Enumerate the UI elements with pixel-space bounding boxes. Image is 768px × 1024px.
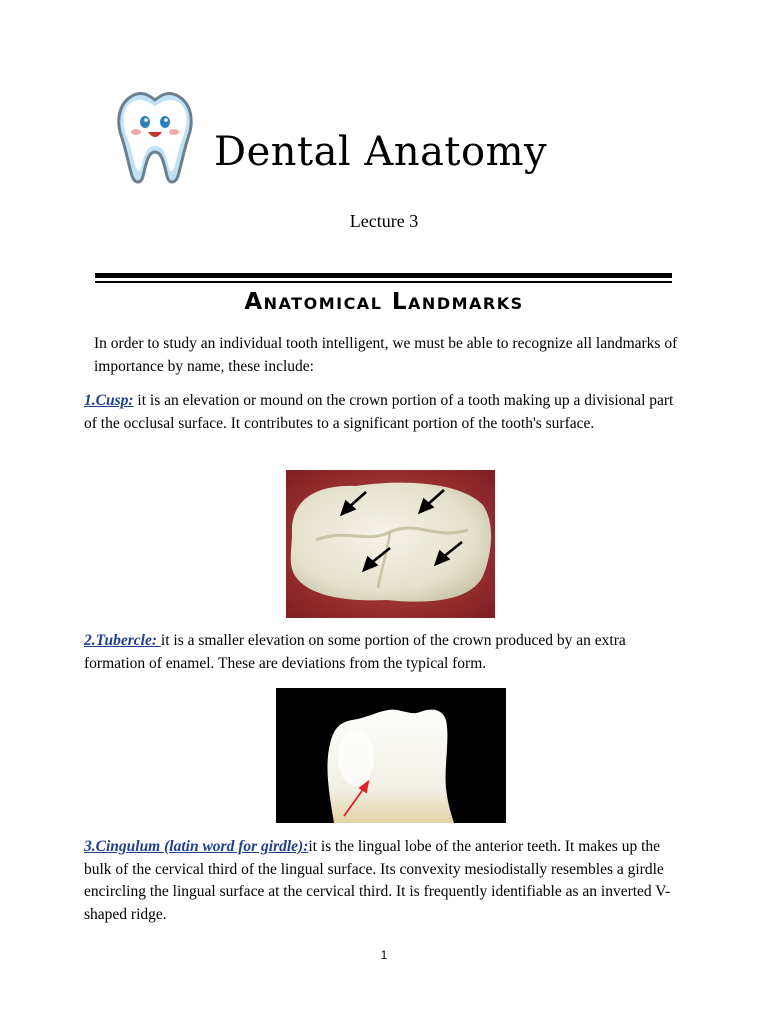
cusp-photo	[286, 470, 495, 618]
intro-paragraph: In order to study an individual tooth intelligent, we must be able to recognize all landmarks of importance by name, these include:	[94, 335, 678, 375]
cingulum-paragraph	[84, 836, 684, 926]
tubercle-definition: it is a smaller elevation on some portion of the crown produced by an extra formation of enamel. These are deviations from the typical form.	[84, 632, 626, 672]
cusp-definition: it is an elevation or mound on the crown portion of a tooth making up a divisional part of the occlusal surface. It contributes to a significant portion of the tooth's surface.	[84, 392, 674, 432]
divider-thick	[95, 273, 672, 278]
tooth-mascot-icon	[112, 88, 198, 186]
document-title: Dental Anatomy	[214, 129, 548, 175]
cingulum-term: 3.Cingulum (latin word for girdle):	[84, 838, 309, 855]
cingulum-definition: it is the lingual lobe of the anterior teeth. It makes up the bulk of the cervical third of the lingual surface. Its convexity mesiodistally resembles a girdle encircling the lingual surface at the cervical third. It is frequently identifiable as an inverted V-shaped ridge.	[84, 838, 671, 923]
tubercle-photo	[276, 688, 506, 823]
lecture-label: Lecture 3	[349, 211, 419, 231]
tubercle-term: 2.Tubercle:	[84, 632, 161, 649]
page-number: 1	[380, 948, 388, 962]
section-heading: Anatomical Landmarks	[244, 289, 524, 315]
divider-thin	[95, 281, 672, 283]
cusp-paragraph	[84, 390, 684, 435]
cusp-term: 1.Cusp:	[84, 392, 134, 409]
tubercle-paragraph	[84, 630, 684, 675]
